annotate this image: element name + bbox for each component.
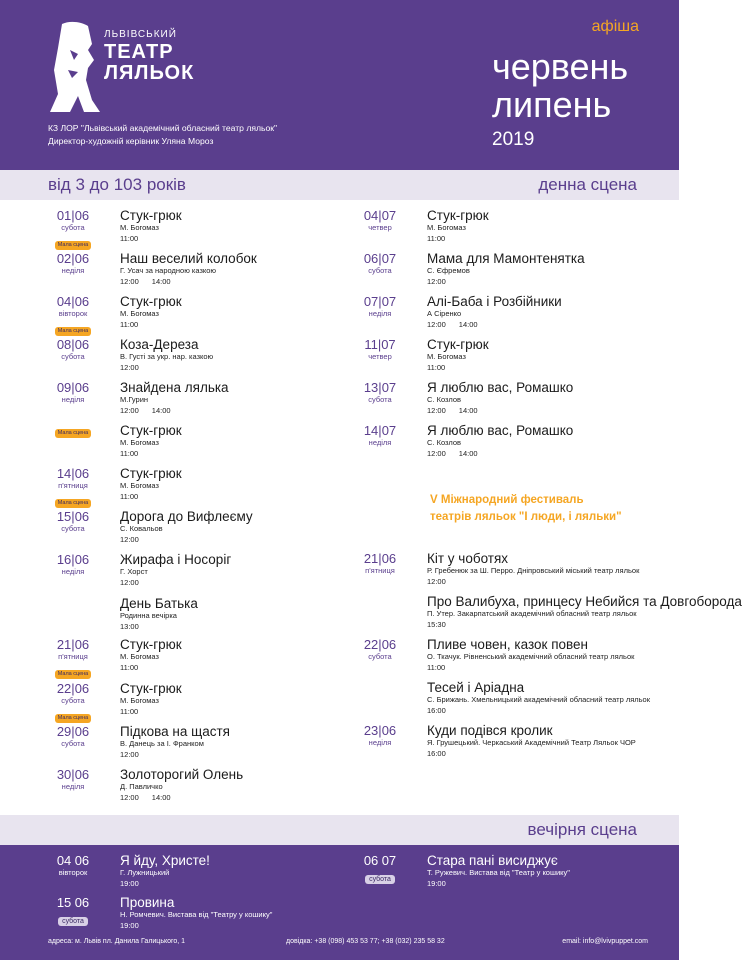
event-item	[357, 335, 647, 378]
event-weekday: субота	[61, 739, 85, 748]
year: 2019	[492, 129, 535, 150]
event-day-month: 21|06	[363, 551, 397, 566]
event-date	[357, 851, 403, 893]
event-item	[50, 851, 350, 893]
months-title	[492, 48, 628, 124]
day-stage-band	[0, 170, 679, 200]
event-times	[120, 233, 182, 245]
event-title: Коза-Дереза	[120, 337, 199, 352]
event-time: 14:00	[458, 320, 478, 329]
event-item	[50, 679, 350, 722]
event-time: 12:00	[427, 406, 446, 415]
evening-stage-title: вечірня сцена	[527, 820, 637, 839]
event-item	[50, 765, 350, 808]
event-info	[120, 851, 210, 893]
event-time: 12:00	[427, 449, 446, 458]
event-badge: Мала сцена	[55, 714, 92, 723]
festival-schedule	[357, 549, 742, 764]
event-author: М. Богомаз	[120, 438, 159, 447]
event-info	[427, 292, 562, 335]
event-info	[427, 421, 573, 464]
logo-line-2: ЛЯЛЬОК	[104, 62, 195, 84]
event-info	[120, 550, 231, 594]
event-times	[120, 405, 229, 417]
event-item	[50, 507, 350, 550]
event-weekday: вівторок	[58, 309, 88, 318]
event-weekday: п'ятниця	[365, 566, 395, 575]
event-info	[427, 851, 570, 893]
event-date	[50, 765, 96, 808]
event-author: М. Богомаз	[427, 352, 466, 361]
left-schedule	[50, 206, 350, 808]
event-title: Провина	[120, 895, 175, 910]
event-item	[50, 722, 350, 765]
event-time: 12:00	[120, 277, 139, 286]
event-weekday: субота	[61, 352, 85, 361]
festival-line-2: театрів ляльок "І люди, і ляльки"	[430, 511, 622, 523]
event-title: Стук-грюк	[120, 423, 182, 438]
event-date	[50, 893, 96, 935]
event-weekday: субота	[61, 524, 85, 533]
event-info	[427, 206, 489, 249]
event-title: Дорога до Вифлеєму	[120, 509, 253, 524]
event-title: Стук-грюк	[120, 681, 182, 696]
event-weekday: субота	[368, 652, 392, 661]
event-time: 12:00	[427, 320, 446, 329]
event-info	[120, 335, 213, 378]
event-day-month: 04|06	[56, 294, 90, 309]
event-info	[427, 249, 585, 292]
event-time: 19:00	[120, 921, 139, 930]
event-item	[50, 292, 350, 335]
event-author: С. Козлов	[427, 395, 462, 404]
header	[0, 0, 679, 170]
event-badge: Мала сцена	[55, 241, 92, 250]
event-day-month: 22|06	[363, 637, 397, 652]
event-item	[357, 635, 647, 678]
event-badge: Мала сцена	[55, 327, 92, 336]
event-title: Стара пані висиджує	[427, 853, 558, 868]
event-item	[357, 549, 647, 592]
event-item	[357, 592, 742, 635]
right-schedule	[357, 206, 647, 464]
event-item	[50, 550, 350, 594]
event-date	[50, 679, 96, 722]
event-day-month: 14|06	[56, 466, 90, 481]
event-date	[50, 335, 96, 378]
event-times	[427, 748, 636, 760]
event-time: 12:00	[120, 406, 139, 415]
event-item	[357, 721, 647, 764]
event-item	[50, 249, 350, 292]
event-info	[120, 464, 182, 507]
event-times	[427, 362, 489, 374]
event-title: Мама для Мамонтенятка	[427, 251, 585, 266]
event-date	[50, 249, 96, 292]
stage-title: денна сцена	[538, 175, 637, 194]
footer-phone: довідка: +38 (098) 453 53 77; +38 (032) 235 58 32	[286, 938, 445, 945]
event-weekday: субота	[368, 395, 392, 404]
event-author: В. Данець за І. Франком	[120, 739, 204, 748]
event-author: Г. Хорст	[120, 567, 148, 576]
event-title: Про Валибуха, принцесу Небийся та Довгоборода	[427, 594, 742, 609]
event-day-month: 22|06	[56, 681, 90, 696]
event-title: Куди подівся кролик	[427, 723, 553, 738]
event-time: 11:00	[120, 449, 139, 458]
event-title: Я люблю вас, Ромашко	[427, 423, 574, 438]
logo-small-text: ЛЬВІВСЬКИЙ	[104, 29, 177, 40]
event-times	[120, 920, 272, 932]
event-day-month: 23|06	[363, 723, 397, 738]
org-director: Директор-художній керівник Уляна Мороз	[48, 136, 214, 146]
event-time: 19:00	[427, 879, 446, 888]
event-date	[357, 721, 403, 764]
event-title: Стук-грюк	[120, 466, 182, 481]
event-day-month: 07|07	[363, 294, 397, 309]
event-weekday: четвер	[368, 223, 392, 232]
event-info	[427, 635, 634, 678]
month-1: червень	[492, 46, 629, 87]
event-author: Я. Грушецький. Черкаський Академічний Театр Ляльок ЧОР	[427, 738, 636, 747]
event-weekday: субота	[61, 696, 85, 705]
event-date	[50, 851, 96, 893]
event-title: Алі-Баба і Розбійники	[427, 294, 562, 309]
event-day-month: 09|06	[56, 380, 90, 395]
event-times	[427, 619, 742, 631]
event-title: Стук-грюк	[427, 208, 489, 223]
event-times	[427, 448, 573, 460]
event-author: М. Богомаз	[120, 309, 159, 318]
event-title: Я йду, Христе!	[120, 853, 210, 868]
event-author: С. Єфремов	[427, 266, 470, 275]
event-info	[427, 549, 639, 592]
event-times	[427, 576, 639, 588]
event-info	[120, 507, 253, 550]
event-date	[357, 635, 403, 678]
event-weekday: субота	[61, 223, 85, 232]
event-date	[357, 421, 403, 464]
event-info	[427, 335, 489, 378]
event-author: М. Богомаз	[427, 223, 466, 232]
event-author: Г. Усач за народною казкою	[120, 266, 217, 275]
event-author: Д. Павличко	[120, 782, 163, 791]
event-weekday: неділя	[368, 309, 392, 318]
event-day-month: 04|07	[363, 208, 397, 223]
event-day-month: 13|07	[363, 380, 397, 395]
theatre-mask-logo-icon	[48, 20, 102, 114]
event-day-month: 06|07	[363, 853, 397, 868]
event-item	[357, 206, 647, 249]
event-item	[357, 851, 647, 893]
event-author: Р. Гребенюк за Ш. Перро. Дніпровський міський театр ляльок	[427, 566, 640, 575]
event-weekday: п'ятниця	[58, 481, 88, 490]
event-title: Стук-грюк	[120, 208, 182, 223]
event-title: Знайдена лялька	[120, 380, 229, 395]
event-title: Золоторогий Олень	[120, 767, 244, 782]
event-times	[427, 233, 489, 245]
event-date	[50, 507, 96, 550]
event-title: Стук-грюк	[427, 337, 489, 352]
event-info	[120, 765, 243, 808]
event-time: 11:00	[120, 707, 139, 716]
event-badge: Мала сцена	[55, 499, 92, 508]
event-times	[120, 706, 182, 718]
event-item	[357, 421, 647, 464]
event-times	[120, 276, 257, 288]
event-times	[120, 792, 243, 804]
event-author: П. Утер. Закарпатський академічний обласний театр ляльок	[427, 609, 637, 618]
event-weekday: неділя	[61, 395, 85, 404]
event-title: Стук-грюк	[120, 294, 182, 309]
event-times	[427, 705, 650, 717]
event-weekday: неділя	[61, 266, 85, 275]
event-day-month: 06|07	[363, 251, 397, 266]
event-times	[427, 878, 570, 890]
event-info	[427, 721, 636, 764]
event-day-month: 29|06	[56, 724, 90, 739]
event-day-month: 02|06	[56, 251, 90, 266]
event-item	[50, 335, 350, 378]
evening-right	[357, 851, 647, 893]
event-weekday: неділя	[61, 782, 85, 791]
event-info	[120, 292, 182, 335]
footer-address: адреса: м. Львів пл. Данила Галицького, 1	[48, 938, 186, 945]
event-times	[120, 362, 213, 374]
logo-line-1: ТЕАТР	[104, 41, 174, 63]
event-times	[120, 621, 198, 633]
event-author: С. Козлов	[427, 438, 462, 447]
event-times	[120, 662, 182, 674]
event-info	[120, 635, 182, 679]
event-time: 11:00	[427, 234, 446, 243]
event-weekday: неділя	[61, 567, 85, 576]
event-time: 11:00	[120, 234, 139, 243]
event-weekday: неділя	[368, 438, 392, 447]
event-item	[50, 635, 350, 679]
event-author: Г. Лужницький	[120, 868, 170, 877]
event-info	[120, 206, 182, 249]
event-date	[357, 678, 403, 721]
event-item	[50, 893, 350, 935]
event-item	[50, 594, 350, 635]
event-item	[50, 378, 350, 421]
event-times	[427, 405, 573, 417]
month-2: липень	[492, 84, 612, 125]
event-info	[120, 893, 272, 935]
evening-stage-band	[0, 815, 679, 845]
event-times	[120, 491, 182, 503]
event-item	[50, 206, 350, 249]
event-date	[50, 550, 96, 594]
event-day-month: 14|07	[363, 423, 397, 438]
event-time: 14:00	[151, 793, 171, 802]
event-time: 12:00	[120, 578, 139, 587]
event-date	[357, 206, 403, 249]
event-time: 14:00	[151, 277, 171, 286]
event-info	[120, 679, 182, 722]
event-author: М. Богомаз	[120, 696, 159, 705]
event-times	[120, 448, 182, 460]
event-info	[120, 722, 230, 765]
event-time: 12:00	[120, 535, 139, 544]
event-title: Жирафа і Носоріг	[120, 552, 232, 567]
event-times	[427, 662, 634, 674]
event-title: Тесей і Аріадна	[427, 680, 525, 695]
age-range: від 3 до 103 років	[48, 175, 186, 194]
event-info	[120, 378, 229, 421]
event-author: В. Густі за укр. нар. казкою	[120, 352, 214, 361]
org-name: КЗ ЛОР "Львівський академічний обласний театр ляльок"	[48, 123, 278, 133]
event-time: 11:00	[120, 320, 139, 329]
event-weekday: вівторок	[58, 868, 88, 877]
event-info	[120, 421, 182, 464]
event-info	[427, 678, 650, 721]
event-date	[50, 635, 96, 679]
event-title: День Батька	[120, 596, 198, 611]
event-times	[427, 319, 562, 331]
event-date	[50, 722, 96, 765]
event-time: 11:00	[427, 363, 446, 372]
event-day-month: 15|06	[56, 509, 90, 524]
event-date	[50, 292, 96, 335]
afisha-label: афіша	[591, 18, 639, 35]
event-author: М.Гурин	[120, 395, 149, 404]
event-author: А Сіренко	[427, 309, 462, 318]
event-author: О. Ткачук. Рівненський академічний обласний театр ляльок	[427, 652, 635, 661]
event-weekday: четвер	[368, 352, 392, 361]
event-time: 11:00	[120, 492, 139, 501]
event-item	[50, 421, 350, 464]
event-date	[357, 335, 403, 378]
event-time: 16:00	[427, 706, 446, 715]
event-day-month: 01|06	[56, 208, 90, 223]
event-title: Підкова на щастя	[120, 724, 230, 739]
event-author: Т. Ружевич. Вистава від "Театр у кошику"	[427, 868, 570, 877]
event-date	[357, 292, 403, 335]
event-time: 12:00	[120, 363, 139, 372]
event-time: 14:00	[458, 449, 478, 458]
festival-title	[430, 492, 640, 526]
event-times	[120, 534, 253, 546]
event-day-month: 30|06	[56, 767, 90, 782]
event-item	[357, 678, 651, 721]
event-day-month: 08|06	[56, 337, 90, 352]
festival-line-1: V Міжнародний фестиваль	[430, 494, 584, 506]
event-day-month: 15|06	[56, 895, 90, 910]
event-badge: Мала сцена	[55, 429, 92, 438]
event-time: 11:00	[120, 663, 139, 672]
event-title: Кіт у чоботях	[427, 551, 509, 566]
event-date	[357, 592, 403, 635]
event-author: М. Богомаз	[120, 223, 159, 232]
event-weekday: неділя	[368, 738, 392, 747]
event-times	[427, 276, 585, 288]
event-time: 14:00	[458, 406, 478, 415]
event-item	[357, 292, 647, 335]
event-time: 15:30	[427, 620, 446, 629]
event-time: 13:00	[120, 622, 139, 631]
event-info	[427, 592, 742, 635]
event-badge: субота	[365, 875, 395, 884]
logo-title	[104, 42, 194, 84]
event-title: Пливе човен, казок повен	[427, 637, 588, 652]
event-times	[120, 319, 182, 331]
event-title: Наш веселий колобок	[120, 251, 257, 266]
event-author: С. Брижань. Хмельницький академічний обласний театр ляльок	[427, 695, 651, 704]
event-time: 11:00	[427, 663, 446, 672]
event-title: Стук-грюк	[120, 637, 182, 652]
event-time: 12:00	[427, 277, 446, 286]
event-day-month: 21|06	[56, 637, 90, 652]
evening-left	[50, 851, 350, 935]
event-time: 12:00	[427, 577, 446, 586]
event-badge: Мала сцена	[55, 670, 92, 679]
event-weekday: субота	[368, 266, 392, 275]
event-info	[120, 594, 198, 635]
event-item	[50, 464, 350, 507]
organization-info	[48, 122, 277, 148]
event-time: 14:00	[151, 406, 171, 415]
event-author: Н. Ромчевич. Вистава від "Театру у кошику"	[120, 910, 273, 919]
event-day-month: 11|07	[364, 337, 396, 352]
event-date	[50, 378, 96, 421]
event-info	[120, 249, 257, 292]
event-times	[120, 577, 231, 589]
event-date	[357, 549, 403, 592]
event-time: 16:00	[427, 749, 446, 758]
event-date	[357, 249, 403, 292]
event-author: С. Ковальов	[120, 524, 163, 533]
event-day-month: 16|06	[56, 552, 90, 567]
event-author: М. Богомаз	[120, 652, 159, 661]
event-time: 12:00	[120, 793, 139, 802]
event-time: 19:00	[120, 879, 139, 888]
event-day-month: 04|06	[56, 853, 90, 868]
event-item	[357, 249, 647, 292]
event-info	[427, 378, 573, 421]
event-title: Я люблю вас, Ромашко	[427, 380, 574, 395]
event-item	[357, 378, 647, 421]
event-weekday: п'ятниця	[58, 652, 88, 661]
event-times	[120, 878, 210, 890]
event-date	[50, 206, 96, 249]
event-date	[357, 378, 403, 421]
event-date	[50, 421, 96, 464]
event-author: М. Богомаз	[120, 481, 159, 490]
event-date	[50, 464, 96, 507]
event-time: 12:00	[120, 750, 139, 759]
event-author: Родинна вечірка	[120, 611, 177, 620]
event-times	[120, 749, 230, 761]
event-date	[50, 594, 96, 635]
event-badge: субота	[58, 917, 88, 926]
footer-email: email: info@lvivpuppet.com	[562, 938, 648, 945]
